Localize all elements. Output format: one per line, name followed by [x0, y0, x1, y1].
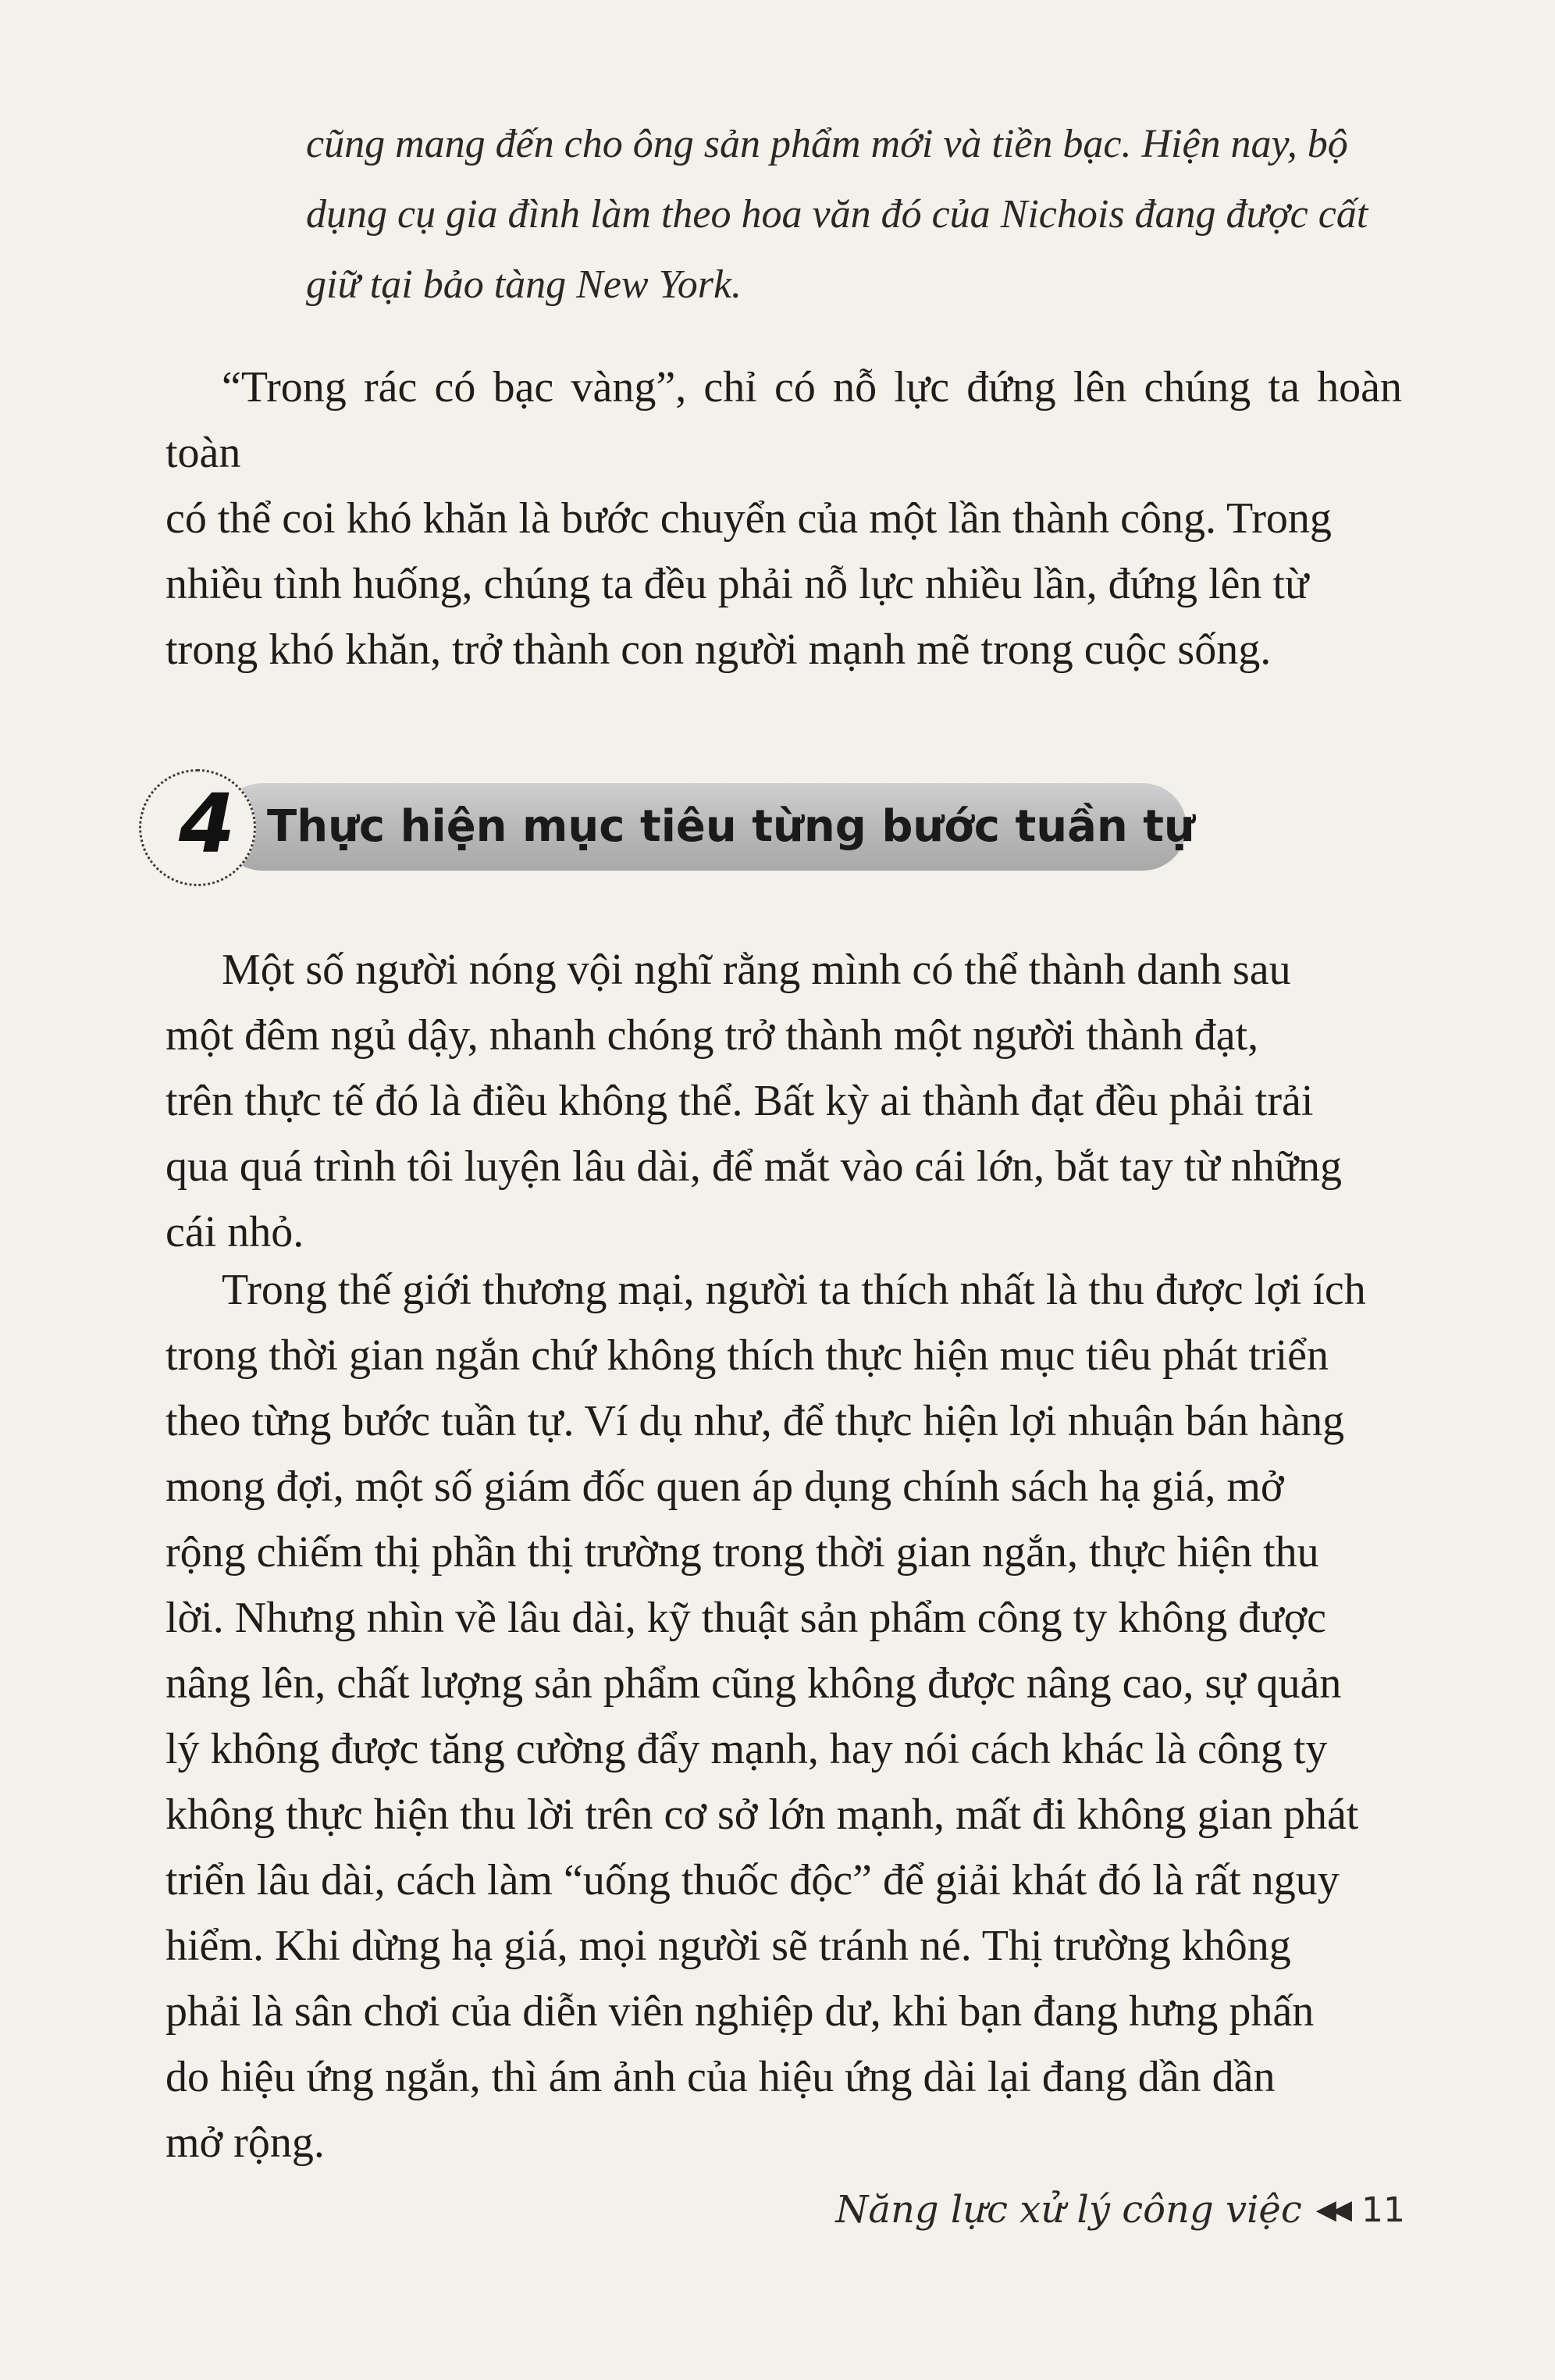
paragraph-1: “Trong rác có bạc vàng”, chỉ có nỗ lực đứng lên chúng ta hoàn toàn có thể coi khó khăn là bước chuyển của một lần thành công. Trong nhiều tình huống, chúng ta đều phải nỗ lực nhiều lần, đứng lên từ trong khó khăn, trở thành con người mạnh mẽ trong cuộc sống. — [165, 363, 1402, 674]
section-heading — [133, 769, 1195, 902]
section-title: Thực hiện mục tiêu từng bước tuần tự — [267, 801, 1195, 852]
paragraph-3: Trong thế giới thương mại, người ta thích nhất là thu được lợi ích trong thời gian ngắn chứ không thích thực hiện mục tiêu phát triển theo từng bước tuần tự. Ví dụ như, để thực hiện lợi nhuận bán hàng mong đợi, một số giám đốc quen áp dụng chính sách hạ giá, mở rộng chiếm thị phần thị trường trong thời gian ngắn, thực hiện thu lời. Nhưng nhìn về lâu dài, kỹ thuật sản phẩm công ty không được nâng lên, chất lượng sản phẩm cũng không được nâng cao, sự quản lý không được tăng cường đẩy mạnh, hay nói cách khác là công ty không thực hiện thu lời trên cơ sở lớn mạnh, mất đi không gian phát triển lâu dài, cách làm “uống thuốc độc” để giải khát đó là rất nguy hiểm. Khi dừng hạ giá, mọi người sẽ tránh né. Thị trường không phải là sân chơi của diễn viên nghiệp dư, khi bạn đang hưng phấn do hiệu ứng ngắn, thì ám ảnh của hiệu ứng dài lại đang dần dần mở rộng. — [165, 1266, 1366, 2167]
double-arrow-left-icon: ◀◀ — [1315, 2194, 1347, 2225]
section-number: 4 — [178, 776, 236, 871]
footer-book-title: Năng lực xử lý công việc — [835, 2188, 1302, 2232]
italic-quote-text: cũng mang đến cho ông sản phẩm mới và tiền bạc. Hiện nay, bộ dụng cụ gia đình làm theo hoa văn đó của Nichois đang được cất giữ tại bảo tàng New York. — [306, 122, 1368, 307]
paragraph-2: Một số người nóng vội nghĩ rằng mình có thể thành danh sau một đêm ngủ dậy, nhanh chóng trở thành một người thành đạt, trên thực tế đó là điều không thể. Bất kỳ ai thành đạt đều phải trải qua quá trình tôi luyện lâu dài, để mắt vào cái lớn, bắt tay từ những cái nhỏ. — [165, 946, 1343, 1256]
page-number: 11 — [1361, 2189, 1405, 2230]
page-footer — [835, 2179, 1405, 2241]
